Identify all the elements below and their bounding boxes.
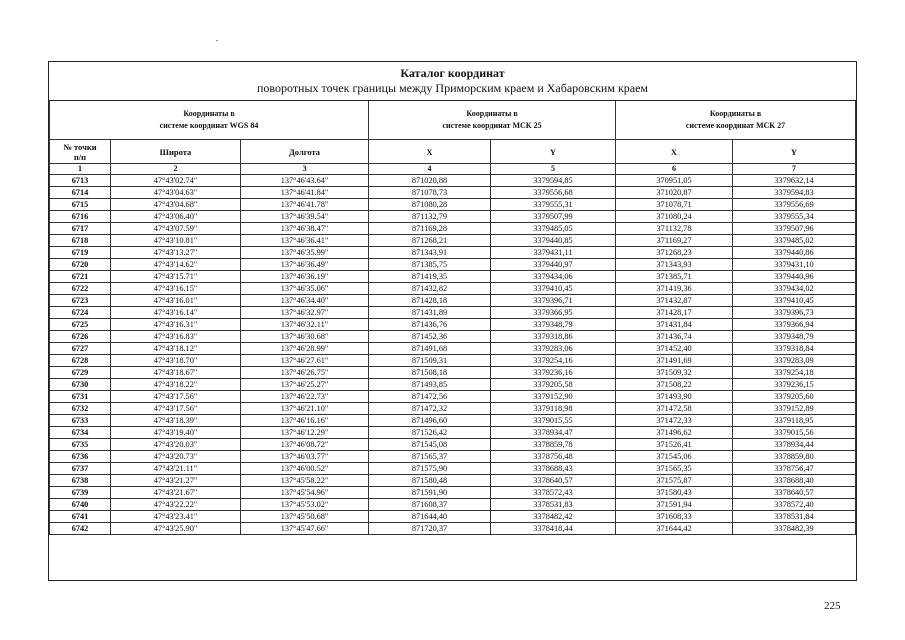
x-msk27-cell: 371419,36 <box>616 283 733 295</box>
latitude-cell: 47°43'15.71" <box>111 271 241 283</box>
y-msk27-cell: 3379410,45 <box>733 295 856 307</box>
page-number: 225 <box>824 600 841 612</box>
point-number-cell: 6737 <box>50 463 111 475</box>
longitude-cell: 137°46'30.68" <box>241 331 369 343</box>
table-row <box>50 343 856 355</box>
table-row <box>50 367 856 379</box>
header-longitude: Долгота <box>241 140 369 164</box>
y-msk25-cell: 3379254,16 <box>491 355 616 367</box>
table-row <box>50 451 856 463</box>
catalog-title-block <box>49 62 856 101</box>
x-msk27-cell: 371608,33 <box>616 511 733 523</box>
latitude-cell: 47°43'02.74" <box>111 175 241 187</box>
y-msk25-cell: 3379366,95 <box>491 307 616 319</box>
point-number-cell: 6714 <box>50 187 111 199</box>
x-msk25-cell: 871169,28 <box>369 223 491 235</box>
x-msk27-cell: 371580,43 <box>616 487 733 499</box>
y-msk27-cell: 3379434,02 <box>733 283 856 295</box>
table-row <box>50 523 856 535</box>
y-msk25-cell: 3379431,11 <box>491 247 616 259</box>
y-msk25-cell: 3379556,68 <box>491 187 616 199</box>
y-msk27-cell: 3379015,56 <box>733 427 856 439</box>
x-msk27-cell: 371432,87 <box>616 295 733 307</box>
system-group-row <box>50 101 856 140</box>
longitude-cell: 137°46'38.47" <box>241 223 369 235</box>
table-row <box>50 175 856 187</box>
y-msk25-cell: 3378934,47 <box>491 427 616 439</box>
y-msk27-cell: 3379594,83 <box>733 187 856 199</box>
y-msk25-cell: 3378688,43 <box>491 463 616 475</box>
header-latitude: Широта <box>111 140 241 164</box>
y-msk27-cell: 3379205,60 <box>733 391 856 403</box>
table-row <box>50 331 856 343</box>
x-msk27-cell: 371132,78 <box>616 223 733 235</box>
x-msk27-cell: 371472,33 <box>616 415 733 427</box>
y-msk25-cell: 3379555,31 <box>491 199 616 211</box>
longitude-cell: 137°46'41.78" <box>241 199 369 211</box>
longitude-cell: 137°46'22.73" <box>241 391 369 403</box>
x-msk27-cell: 371385,71 <box>616 271 733 283</box>
header-x-msk27: X <box>616 140 733 164</box>
longitude-cell: 137°46'41.84" <box>241 187 369 199</box>
y-msk25-cell: 3379507,99 <box>491 211 616 223</box>
table-row <box>50 427 856 439</box>
x-msk27-cell: 371491,69 <box>616 355 733 367</box>
column-number: 2 <box>111 164 241 175</box>
point-number-cell: 6731 <box>50 391 111 403</box>
latitude-cell: 47°43'06.40" <box>111 211 241 223</box>
point-number-cell: 6724 <box>50 307 111 319</box>
x-msk25-cell: 871565,37 <box>369 451 491 463</box>
catalog-title: Каталог координат <box>400 66 505 80</box>
y-msk25-cell: 3379440,97 <box>491 259 616 271</box>
latitude-cell: 47°43'18.39" <box>111 415 241 427</box>
column-number-row <box>50 164 856 175</box>
latitude-cell: 47°43'16.31" <box>111 319 241 331</box>
latitude-cell: 47°43'21.11" <box>111 463 241 475</box>
longitude-cell: 137°46'35.06" <box>241 283 369 295</box>
longitude-cell: 137°46'32.11" <box>241 319 369 331</box>
table-row <box>50 235 856 247</box>
x-msk25-cell: 871432,82 <box>369 283 491 295</box>
y-msk25-cell: 3379440,85 <box>491 235 616 247</box>
x-msk25-cell: 871268,21 <box>369 235 491 247</box>
x-msk25-cell: 871020,88 <box>369 175 491 187</box>
x-msk27-cell: 371565,35 <box>616 463 733 475</box>
table-row <box>50 379 856 391</box>
longitude-cell: 137°45'53.02" <box>241 499 369 511</box>
point-number-cell: 6741 <box>50 511 111 523</box>
y-msk27-cell: 3379318,84 <box>733 343 856 355</box>
y-msk25-cell: 3379118,98 <box>491 403 616 415</box>
x-msk25-cell: 871080,28 <box>369 199 491 211</box>
latitude-cell: 47°43'19.40" <box>111 427 241 439</box>
point-number-cell: 6736 <box>50 451 111 463</box>
y-msk27-cell: 3378756,47 <box>733 463 856 475</box>
column-number: 4 <box>369 164 491 175</box>
y-msk27-cell: 3379556,69 <box>733 199 856 211</box>
x-msk25-cell: 871452,36 <box>369 331 491 343</box>
x-msk27-cell: 370951,05 <box>616 175 733 187</box>
point-number-cell: 6740 <box>50 499 111 511</box>
table-row <box>50 199 856 211</box>
latitude-cell: 47°43'25.90" <box>111 523 241 535</box>
point-number-cell: 6713 <box>50 175 111 187</box>
latitude-cell: 47°43'18.12" <box>111 343 241 355</box>
latitude-cell: 47°43'18.22" <box>111 379 241 391</box>
point-number-cell: 6742 <box>50 523 111 535</box>
y-msk27-cell: 3379440,96 <box>733 271 856 283</box>
table-row <box>50 403 856 415</box>
x-msk25-cell: 871343,91 <box>369 247 491 259</box>
latitude-cell: 47°43'17.56" <box>111 391 241 403</box>
x-msk27-cell: 371080,24 <box>616 211 733 223</box>
y-msk25-cell: 3379236,16 <box>491 367 616 379</box>
y-msk25-cell: 3379205,58 <box>491 379 616 391</box>
x-msk27-cell: 371545,06 <box>616 451 733 463</box>
x-msk27-cell: 371526,41 <box>616 439 733 451</box>
x-msk25-cell: 871493,85 <box>369 379 491 391</box>
longitude-cell: 137°45'47.66" <box>241 523 369 535</box>
point-number-cell: 6718 <box>50 235 111 247</box>
x-msk25-cell: 871644,40 <box>369 511 491 523</box>
y-msk27-cell: 3378572,40 <box>733 499 856 511</box>
table-row <box>50 511 856 523</box>
y-msk27-cell: 3379254,18 <box>733 367 856 379</box>
header-x-msk25: X <box>369 140 491 164</box>
y-msk25-cell: 3379410,45 <box>491 283 616 295</box>
latitude-cell: 47°43'04.63" <box>111 187 241 199</box>
point-number-cell: 6733 <box>50 415 111 427</box>
table-row <box>50 259 856 271</box>
point-number-cell: 6728 <box>50 355 111 367</box>
longitude-cell: 137°45'58.22" <box>241 475 369 487</box>
group-wgs84: Координаты в системе координат WGS 84 <box>50 101 369 140</box>
column-number: 3 <box>241 164 369 175</box>
y-msk25-cell: 3379015,55 <box>491 415 616 427</box>
latitude-cell: 47°43'21.67" <box>111 487 241 499</box>
point-number-cell: 6716 <box>50 211 111 223</box>
table-row <box>50 463 856 475</box>
x-msk25-cell: 871509,31 <box>369 355 491 367</box>
point-number-cell: 6735 <box>50 439 111 451</box>
latitude-cell: 47°43'13.27" <box>111 247 241 259</box>
y-msk25-cell: 3379348,79 <box>491 319 616 331</box>
y-msk25-cell: 3379485,05 <box>491 223 616 235</box>
y-msk25-cell: 3379434,06 <box>491 271 616 283</box>
column-number: 5 <box>491 164 616 175</box>
point-number-cell: 6738 <box>50 475 111 487</box>
y-msk25-cell: 3378531,83 <box>491 499 616 511</box>
table-row <box>50 187 856 199</box>
x-msk25-cell: 871608,37 <box>369 499 491 511</box>
table-row <box>50 307 856 319</box>
y-msk27-cell: 3379348,79 <box>733 331 856 343</box>
longitude-cell: 137°46'28.99" <box>241 343 369 355</box>
header-point-number: № точки п/п <box>50 140 111 164</box>
x-msk25-cell: 871419,35 <box>369 271 491 283</box>
longitude-cell: 137°46'12.29" <box>241 427 369 439</box>
point-number-cell: 6715 <box>50 199 111 211</box>
x-msk25-cell: 871545,08 <box>369 439 491 451</box>
x-msk25-cell: 871078,73 <box>369 187 491 199</box>
x-msk27-cell: 371591,94 <box>616 499 733 511</box>
point-number-cell: 6723 <box>50 295 111 307</box>
table-row <box>50 211 856 223</box>
latitude-cell: 47°43'16.83" <box>111 331 241 343</box>
x-msk25-cell: 871428,18 <box>369 295 491 307</box>
table-row <box>50 487 856 499</box>
coordinate-catalog-sheet <box>48 61 857 581</box>
table-row <box>50 295 856 307</box>
y-msk25-cell: 3378640,57 <box>491 475 616 487</box>
x-msk27-cell: 371508,22 <box>616 379 733 391</box>
x-msk27-cell: 371020,87 <box>616 187 733 199</box>
x-msk27-cell: 371436,74 <box>616 331 733 343</box>
x-msk25-cell: 871508,18 <box>369 367 491 379</box>
latitude-cell: 47°43'17.56" <box>111 403 241 415</box>
longitude-cell: 137°46'39.54" <box>241 211 369 223</box>
x-msk25-cell: 871472,32 <box>369 403 491 415</box>
y-msk27-cell: 3379152,89 <box>733 403 856 415</box>
x-msk25-cell: 871436,76 <box>369 319 491 331</box>
y-msk25-cell: 3379152,90 <box>491 391 616 403</box>
x-msk25-cell: 871575,90 <box>369 463 491 475</box>
x-msk25-cell: 871431,89 <box>369 307 491 319</box>
longitude-cell: 137°46'36.19" <box>241 271 369 283</box>
longitude-cell: 137°46'35.99" <box>241 247 369 259</box>
longitude-cell: 137°46'08.72" <box>241 439 369 451</box>
table-row <box>50 415 856 427</box>
longitude-cell: 137°46'32.97" <box>241 307 369 319</box>
y-msk25-cell: 3379318,86 <box>491 331 616 343</box>
y-msk27-cell: 3379632,14 <box>733 175 856 187</box>
y-msk27-cell: 3378688,40 <box>733 475 856 487</box>
table-row <box>50 499 856 511</box>
latitude-cell: 47°43'07.59" <box>111 223 241 235</box>
y-msk25-cell: 3379396,71 <box>491 295 616 307</box>
x-msk27-cell: 371493,90 <box>616 391 733 403</box>
x-msk27-cell: 371428,17 <box>616 307 733 319</box>
point-number-cell: 6729 <box>50 367 111 379</box>
x-msk27-cell: 371431,84 <box>616 319 733 331</box>
latitude-cell: 47°43'23.41" <box>111 511 241 523</box>
longitude-cell: 137°46'34.40" <box>241 295 369 307</box>
x-msk25-cell: 871526,42 <box>369 427 491 439</box>
point-number-cell: 6726 <box>50 331 111 343</box>
latitude-cell: 47°43'22.22" <box>111 499 241 511</box>
x-msk27-cell: 371575,87 <box>616 475 733 487</box>
table-row <box>50 391 856 403</box>
y-msk27-cell: 3379236,15 <box>733 379 856 391</box>
x-msk25-cell: 871491,68 <box>369 343 491 355</box>
y-msk27-cell: 3379485,02 <box>733 235 856 247</box>
point-number-cell: 6725 <box>50 319 111 331</box>
y-msk25-cell: 3378482,42 <box>491 511 616 523</box>
y-msk25-cell: 3378756,48 <box>491 451 616 463</box>
latitude-cell: 47°43'04.68" <box>111 199 241 211</box>
longitude-cell: 137°46'21.10" <box>241 403 369 415</box>
table-row <box>50 475 856 487</box>
catalog-subtitle: поворотных точек границы между Приморским краем и Хабаровским краем <box>256 81 649 95</box>
latitude-cell: 47°43'14.62" <box>111 259 241 271</box>
x-msk27-cell: 371644,42 <box>616 523 733 535</box>
longitude-cell: 137°46'00.52" <box>241 463 369 475</box>
group-msk27: Координаты в системе координат МСК 27 <box>616 101 856 140</box>
x-msk25-cell: 871720,37 <box>369 523 491 535</box>
table-row <box>50 439 856 451</box>
x-msk27-cell: 371496,62 <box>616 427 733 439</box>
table-row <box>50 355 856 367</box>
y-msk27-cell: 3379366,94 <box>733 319 856 331</box>
y-msk25-cell: 3378859,78 <box>491 439 616 451</box>
point-number-cell: 6732 <box>50 403 111 415</box>
table-row <box>50 283 856 295</box>
y-msk27-cell: 3379507,96 <box>733 223 856 235</box>
point-number-cell: 6730 <box>50 379 111 391</box>
x-msk27-cell: 371472,58 <box>616 403 733 415</box>
x-msk25-cell: 871496,60 <box>369 415 491 427</box>
latitude-cell: 47°43'18.67" <box>111 367 241 379</box>
y-msk27-cell: 3379118,95 <box>733 415 856 427</box>
y-msk25-cell: 3378572,43 <box>491 487 616 499</box>
y-msk27-cell: 3378640,57 <box>733 487 856 499</box>
y-msk27-cell: 3379283,09 <box>733 355 856 367</box>
longitude-cell: 137°45'50.68" <box>241 511 369 523</box>
latitude-cell: 47°43'18.70" <box>111 355 241 367</box>
point-number-cell: 6739 <box>50 487 111 499</box>
longitude-cell: 137°45'54.96" <box>241 487 369 499</box>
y-msk25-cell: 3379594,85 <box>491 175 616 187</box>
longitude-cell: 137°46'25.27" <box>241 379 369 391</box>
point-number-cell: 6734 <box>50 427 111 439</box>
latitude-cell: 47°43'21.27" <box>111 475 241 487</box>
y-msk25-cell: 3378418,44 <box>491 523 616 535</box>
point-number-cell: 6721 <box>50 271 111 283</box>
longitude-cell: 137°46'43.64" <box>241 175 369 187</box>
column-number: 6 <box>616 164 733 175</box>
point-number-cell: 6722 <box>50 283 111 295</box>
x-msk27-cell: 371452,40 <box>616 343 733 355</box>
longitude-cell: 137°46'26.75" <box>241 367 369 379</box>
table-row <box>50 271 856 283</box>
longitude-cell: 137°46'27.61" <box>241 355 369 367</box>
point-number-cell: 6719 <box>50 247 111 259</box>
x-msk27-cell: 371169,27 <box>616 235 733 247</box>
y-msk27-cell: 3379440,86 <box>733 247 856 259</box>
header-y-msk27: Y <box>733 140 856 164</box>
latitude-cell: 47°43'10.81" <box>111 235 241 247</box>
y-msk27-cell: 3379555,34 <box>733 211 856 223</box>
x-msk25-cell: 871591,90 <box>369 487 491 499</box>
y-msk27-cell: 3378859,80 <box>733 451 856 463</box>
latitude-cell: 47°43'16.14" <box>111 307 241 319</box>
column-number: 7 <box>733 164 856 175</box>
x-msk25-cell: 871472,56 <box>369 391 491 403</box>
x-msk27-cell: 371509,32 <box>616 367 733 379</box>
x-msk27-cell: 371268,23 <box>616 247 733 259</box>
table-row <box>50 223 856 235</box>
y-msk27-cell: 3379431,10 <box>733 259 856 271</box>
x-msk25-cell: 871580,48 <box>369 475 491 487</box>
latitude-cell: 47°43'16.01" <box>111 295 241 307</box>
longitude-cell: 137°46'36.49" <box>241 259 369 271</box>
longitude-cell: 137°46'16.16" <box>241 415 369 427</box>
x-msk27-cell: 371343,93 <box>616 259 733 271</box>
latitude-cell: 47°43'20.03" <box>111 439 241 451</box>
y-msk27-cell: 3378934,44 <box>733 439 856 451</box>
scan-mark <box>216 40 218 41</box>
x-msk25-cell: 871385,75 <box>369 259 491 271</box>
header-y-msk25: Y <box>491 140 616 164</box>
y-msk27-cell: 3378531,84 <box>733 511 856 523</box>
point-number-cell: 6720 <box>50 259 111 271</box>
y-msk25-cell: 3379283,06 <box>491 343 616 355</box>
x-msk25-cell: 871132,79 <box>369 211 491 223</box>
y-msk27-cell: 3379396,73 <box>733 307 856 319</box>
coordinates-table <box>49 101 856 535</box>
latitude-cell: 47°43'20.73" <box>111 451 241 463</box>
x-msk27-cell: 371078,71 <box>616 199 733 211</box>
table-row <box>50 247 856 259</box>
column-number: 1 <box>50 164 111 175</box>
group-msk25: Координаты в системе координат МСК 25 <box>369 101 616 140</box>
longitude-cell: 137°46'36.41" <box>241 235 369 247</box>
point-number-cell: 6717 <box>50 223 111 235</box>
table-row <box>50 319 856 331</box>
y-msk27-cell: 3378482,39 <box>733 523 856 535</box>
column-header-row <box>50 140 856 164</box>
point-number-cell: 6727 <box>50 343 111 355</box>
latitude-cell: 47°43'16.15" <box>111 283 241 295</box>
longitude-cell: 137°46'03.77" <box>241 451 369 463</box>
